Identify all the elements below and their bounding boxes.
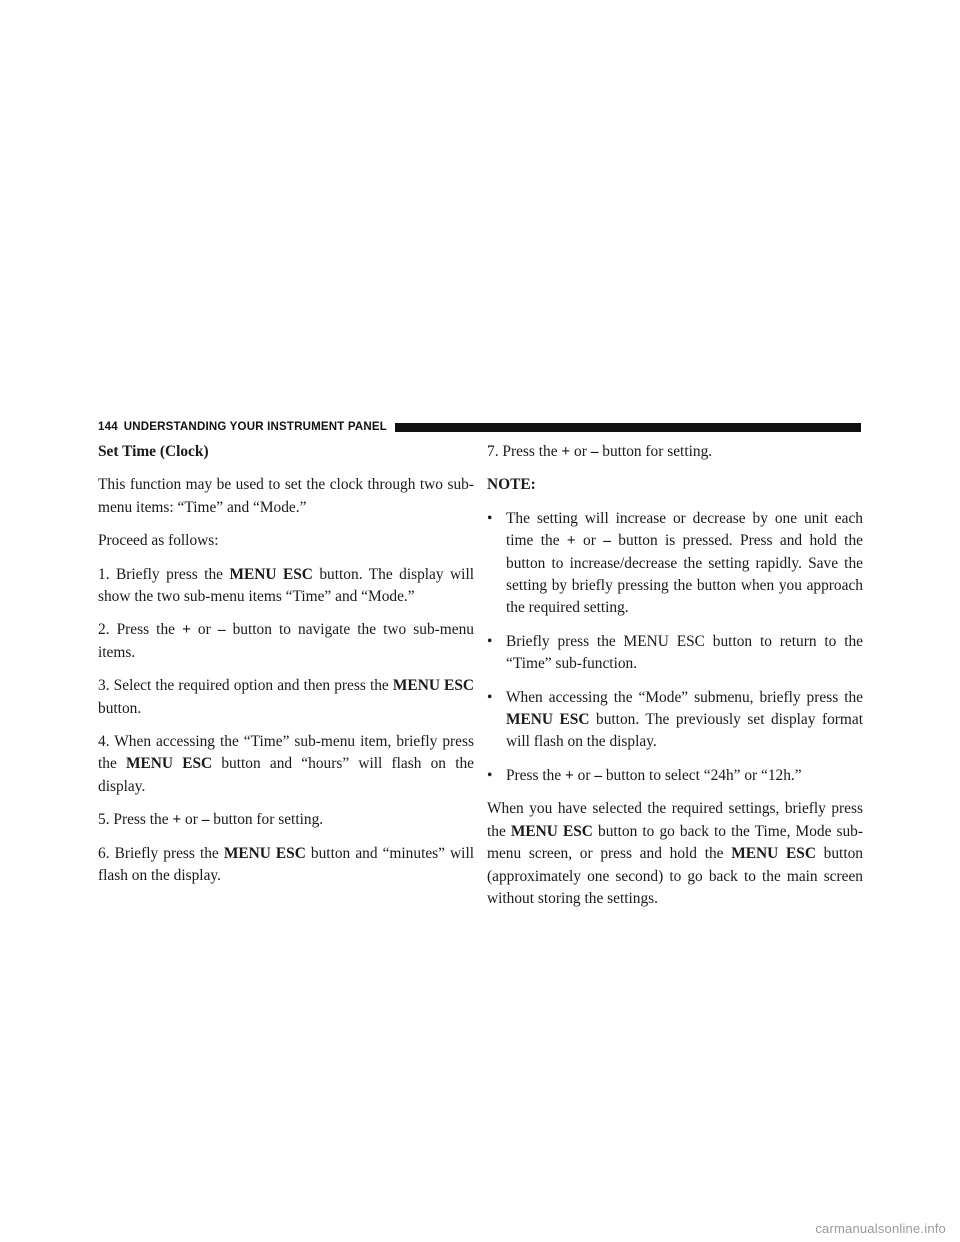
menu-esc-label: MENU ESC [126, 755, 213, 773]
plus-label: + [566, 532, 576, 550]
page-number: 144 [98, 421, 118, 433]
proceed-paragraph: Proceed as follows: [98, 532, 219, 550]
section-heading: Set Time (Clock) [98, 443, 209, 460]
list-item: • Press the + or – button to select “24h” or “12h.” [487, 765, 863, 787]
plus-label: + [561, 443, 571, 460]
plus-label: + [182, 621, 191, 639]
step-3: 3. Select the required option and then press the MENU ESC button. [98, 677, 474, 717]
minus-label: – [603, 532, 611, 550]
menu-esc-label: MENU ESC [229, 565, 313, 583]
plus-label: + [172, 811, 182, 829]
page-header [98, 420, 861, 434]
bullet-icon: • [487, 688, 493, 706]
menu-esc-label: MENU ESC [506, 711, 590, 729]
bullet-icon: • [487, 509, 493, 527]
step-5: 5. Press the + or – button for setting. [98, 811, 324, 829]
list-item: • The setting will increase or decrease by one unit each time the + or – button is pressed. Press and hold the button to increase/decrease the setting rapidly. Save the setting by briefly pressing the button when you approach the required setting. [487, 509, 863, 617]
note-bullets [487, 508, 863, 787]
section-title: UNDERSTANDING YOUR INSTRUMENT PANEL [123, 421, 387, 433]
header-rule [395, 423, 861, 432]
minus-label: – [594, 766, 603, 784]
list-item: • Briefly press the MENU ESC button to return to the “Time” sub-function. [487, 632, 863, 673]
right-column [487, 441, 863, 910]
minus-label: – [201, 811, 210, 829]
left-column [98, 441, 474, 888]
step-7: 7. Press the + or – button for setting. [487, 443, 713, 460]
note-label: NOTE: [487, 476, 536, 494]
menu-esc-label: MENU ESC [510, 822, 593, 840]
minus-label: – [590, 443, 599, 460]
step-4: 4. When accessing the “Time” sub-menu item, briefly press the MENU ESC button and “hours” will flash on the display. [98, 733, 474, 795]
list-item: • When accessing the “Mode” submenu, briefly press the MENU ESC button. The previously set display format will flash on the display. [487, 688, 863, 751]
step-2: 2. Press the + or – button to navigate the two sub-menu items. [98, 621, 474, 661]
step-6: 6. Briefly press the MENU ESC button and “minutes” will flash on the display. [98, 844, 474, 885]
bullet-icon: • [487, 766, 493, 784]
step-1: 1. Briefly press the MENU ESC button. The display will show the two sub-menu items “Time” and “Mode.” [98, 565, 474, 606]
plus-label: + [565, 766, 574, 784]
bullet-icon: • [487, 632, 493, 650]
site-watermark: carmanualsonline.info [815, 1221, 946, 1236]
minus-label: – [217, 621, 226, 639]
menu-esc-label: MENU ESC [223, 844, 306, 862]
menu-esc-label: MENU ESC [731, 845, 816, 863]
menu-esc-label: MENU ESC [392, 677, 474, 695]
closing-paragraph: When you have selected the required settings, briefly press the MENU ESC button to go back to the Time, Mode sub-menu screen, or press and hold the MENU ESC button (approximately one second) to go back to the main screen without storing the settings. [487, 800, 863, 907]
intro-paragraph: This function may be used to set the clock through two sub-menu items: “Time” and “Mode.” [98, 476, 474, 516]
